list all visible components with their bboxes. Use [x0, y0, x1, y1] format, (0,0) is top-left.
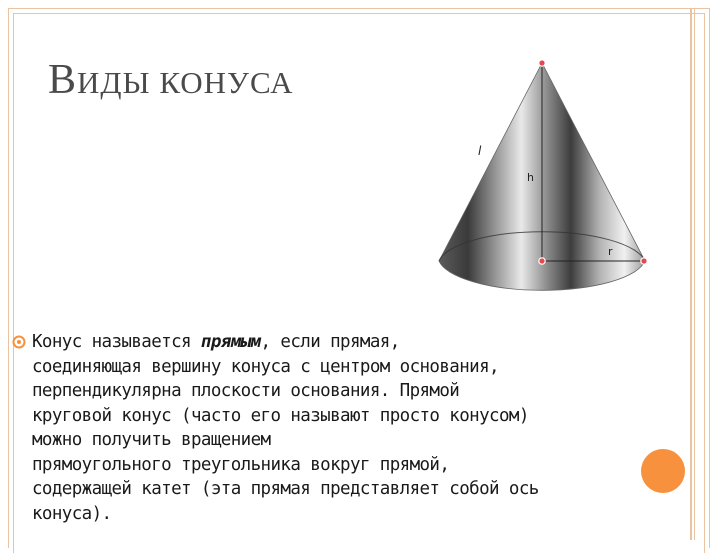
side-rule	[694, 8, 695, 540]
slide-title	[48, 56, 294, 104]
text-line: содержащей катет (эта прямая представляет собой ось	[32, 479, 539, 499]
label-h: h	[527, 171, 534, 184]
apex-point	[539, 60, 545, 66]
bullet-icon	[12, 335, 26, 349]
text-run: Конус называется	[32, 332, 201, 352]
text-line: можно получить вращением	[32, 430, 271, 450]
center-point	[539, 258, 545, 264]
side-rule	[690, 8, 692, 540]
text-line: прямоугольного треугольника вокруг прямой,	[32, 454, 450, 475]
text-line: конуса).	[32, 503, 112, 524]
rim-point	[641, 258, 647, 264]
title-initial: В	[48, 57, 78, 103]
text-line: перпендикулярна плоскости основания. Прямой	[32, 381, 460, 401]
emphasis-word: прямым	[200, 332, 261, 352]
cone-figure	[430, 52, 656, 304]
text-run: , если прямая,	[260, 332, 400, 352]
label-r: r	[608, 245, 613, 258]
text-line: соединяющая вершину конуса с центром основания,	[32, 356, 499, 377]
decorative-circle	[641, 449, 685, 493]
bullet-paragraph	[32, 330, 672, 526]
title-part: КОНУСА	[159, 65, 294, 100]
title-part: ИДЫ	[77, 65, 160, 100]
text-line: круговой конус (часто его называют просто конусом)	[32, 405, 529, 426]
label-l: l	[478, 144, 482, 158]
